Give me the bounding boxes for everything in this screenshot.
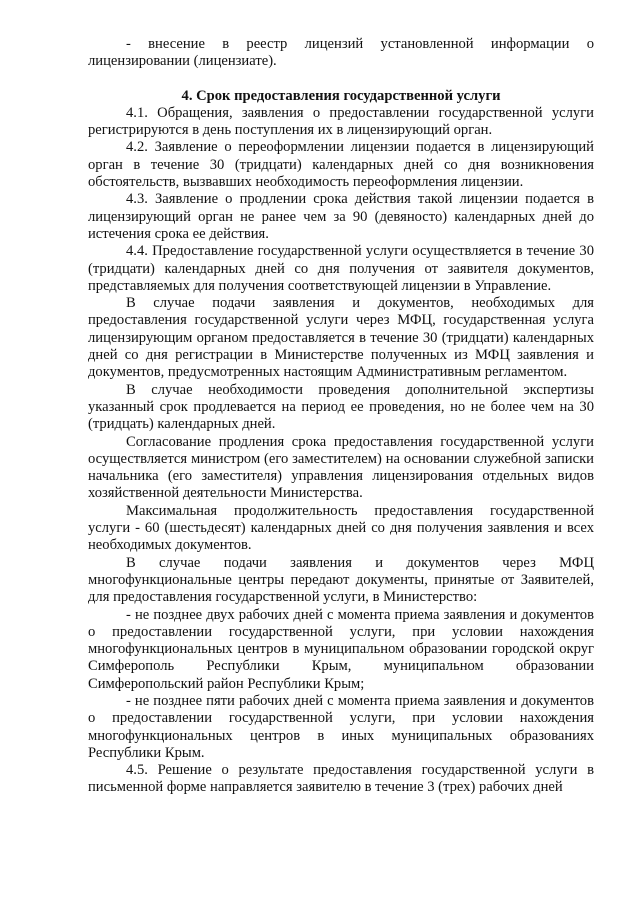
paragraph-4-4: 4.4. Предоставление государственной услуги осуществляется в течение 30 (тридцати) календарных дней со дня получения от заявителя документов, представляемых для получения соответствующей лицензии в Управление.: [88, 243, 594, 294]
paragraph-mfc-submission: В случае подачи заявления и документов, необходимых для предоставления государственной услуги через МФЦ, государственная услуга лицензирующим органом предоставляется в течение 30 (тридцати) календарных дней со дня регистрации в Министерстве полученных из МФЦ заявления и документов, предусмотренных настоящим Административным регламентом.: [88, 295, 594, 381]
section-title: 4. Срок предоставления государственной услуги: [181, 87, 501, 104]
paragraph-4-2: 4.2. Заявление о переоформлении лицензии подается в лицензирующий орган в течение 30 (тридцати) календарных дней со дня возникновения обстоятельств, вызвавших необходимость переоформления лицензии.: [88, 139, 594, 191]
intro-paragraph: - внесение в реестр лицензий установленной информации о лицензировании (лицензиате).: [88, 36, 594, 70]
paragraph-extension-approval: Согласование продления срока предоставления государственной услуги осуществляется министром (его заместителем) на основании служебной записки начальника (его заместителя) управления лицензирования отдельных видов хозяйственной деятельности Министерства.: [88, 433, 594, 502]
list-item-five-days: - не позднее пяти рабочих дней с момента приема заявления и документов о предоставлении государственной услуги, при условии нахождения многофункциональных центров в иных муниципальных образованиях Республики Крым.: [88, 692, 594, 761]
paragraph-4-3: 4.3. Заявление о продлении срока действия такой лицензии подается в лицензирующий орган не ранее чем за 90 (девяносто) календарных дней до истечения срока ее действия.: [88, 191, 594, 242]
paragraph-max-duration: Максимальная продолжительность предоставления государственной услуги - 60 (шестьдесят) календарных дней со дня получения заявления и всех необходимых документов.: [88, 502, 594, 554]
paragraph-4-5: 4.5. Решение о результате предоставления государственной услуги в письменной форме направляется заявителю в течение 3 (трех) рабочих дней: [88, 762, 594, 796]
paragraph-expertise-extension: В случае необходимости проведения дополнительной экспертизы указанный срок продлевается на период ее проведения, но не более чем на 30 (тридцать) календарных дней.: [88, 381, 594, 433]
paragraph-mfc-transfer: В случае подачи заявления и документов через МФЦ многофункциональные центры передают документы, принятые от Заявителей, для предоставления государственной услуги, в Министерство:: [88, 554, 594, 606]
paragraph-4-1: 4.1. Обращения, заявления о предоставлении государственной услуги регистрируются в день поступления их в лицензирующий орган.: [88, 104, 594, 139]
document-page: [88, 36, 594, 797]
list-item-two-days: - не позднее двух рабочих дней с момента приема заявления и документов о предоставлении государственной услуги, при условии нахождения многофункциональных центров в муниципальном образовании городской округ Симферополь Республики Крым, муниципальном образовании Симферопольский район Республики Крым;: [88, 606, 594, 692]
